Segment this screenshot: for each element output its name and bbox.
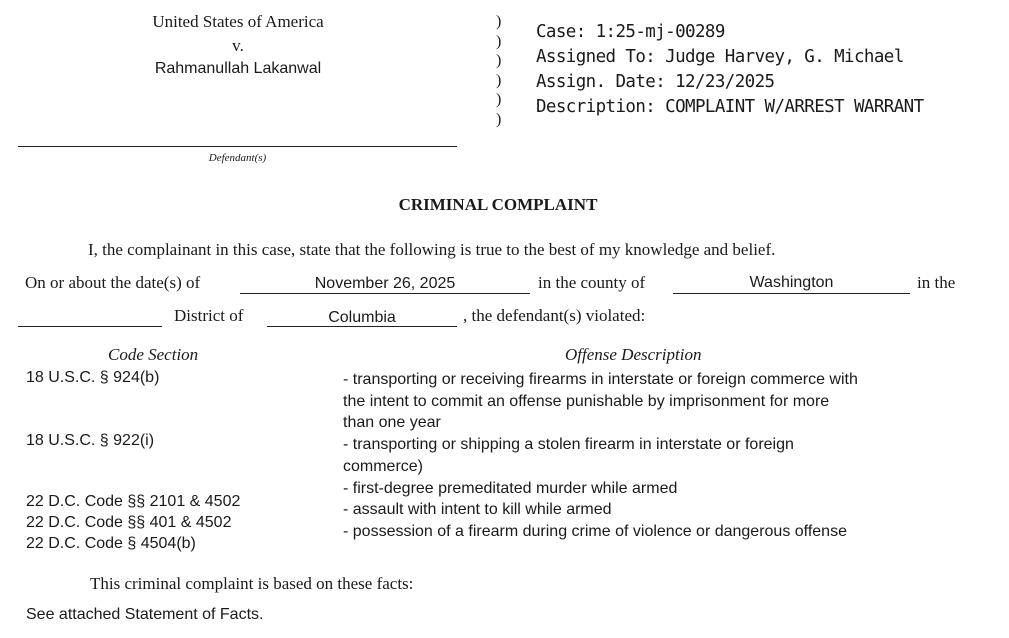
offense-description-line: - transporting or receiving firearms in interstate or foreign commerce with [343, 371, 858, 388]
caption-parens [496, 12, 501, 129]
assign-date: Assign. Date: 12/23/2025 [536, 72, 775, 92]
offense-description-line: the intent to commit an offense punishable by imprisonment for more [343, 392, 830, 410]
offense-description-header: Offense Description [565, 345, 702, 364]
document-title: CRIMINAL COMPLAINT [398, 195, 598, 214]
date-row-suffix: in the [917, 273, 956, 292]
district-value: Columbia [328, 309, 396, 326]
code-section-header: Code Section [108, 345, 199, 364]
offense-description-line: than one year [343, 414, 441, 432]
county-value: Washington [749, 274, 834, 291]
paren: ) [496, 110, 502, 128]
offense-description-line: - assault with intent to kill while armed [343, 501, 612, 519]
assigned-judge: Assigned To: Judge Harvey, G. Michael [536, 47, 904, 67]
facts-intro: This criminal complaint is based on these facts: [90, 574, 414, 593]
versus-label: v. [232, 36, 244, 55]
paren: ) [496, 32, 502, 50]
offense-description-line: - transporting or shipping a stolen firearm in interstate or foreign [343, 436, 794, 454]
paren: ) [496, 13, 502, 30]
offense-date: November 26, 2025 [314, 275, 456, 292]
offense-description-line: - possession of a firearm during crime of violence or dangerous offense [343, 522, 847, 540]
date-row-prefix: On or about the date(s) of [25, 273, 201, 292]
paren: ) [496, 71, 502, 89]
plaintiff-name: United States of America [152, 12, 324, 31]
offense-description-line: commerce) [343, 457, 424, 475]
facts-statement: See attached Statement of Facts. [26, 606, 264, 623]
case-number: Case: 1:25-mj-00289 [536, 22, 725, 42]
code-section: 18 U.S.C. § 922(i) [26, 432, 155, 449]
caption-underline [18, 146, 457, 147]
county-label: in the county of [538, 273, 646, 292]
defendant-label: Defendant(s) [208, 152, 267, 164]
paren: ) [496, 91, 502, 108]
code-section: 22 D.C. Code § 4504(b) [26, 535, 196, 552]
district-blank-line [18, 326, 162, 327]
district-underline [267, 326, 457, 327]
code-section: 22 D.C. Code §§ 401 & 4502 [26, 514, 232, 531]
case-description: Description: COMPLAINT W/ARREST WARRANT [536, 97, 924, 117]
case-stamp [536, 20, 924, 120]
defendant-name: Rahmanullah Lakanwal [154, 60, 322, 77]
county-underline [673, 293, 910, 294]
offense-descriptions [343, 369, 858, 543]
district-row-suffix: , the defendant(s) violated: [463, 306, 646, 325]
code-section: 18 U.S.C. § 924(b) [26, 369, 160, 386]
offense-description-line: - first-degree premeditated murder while armed [343, 479, 678, 497]
intro-statement: I, the complainant in this case, state that the following is true to the best of my knowledge and belief. [88, 240, 776, 259]
code-section: 22 D.C. Code §§ 2101 & 4502 [26, 493, 241, 510]
paren: ) [496, 52, 502, 69]
date-underline [240, 293, 530, 294]
district-label: District of [174, 306, 244, 325]
